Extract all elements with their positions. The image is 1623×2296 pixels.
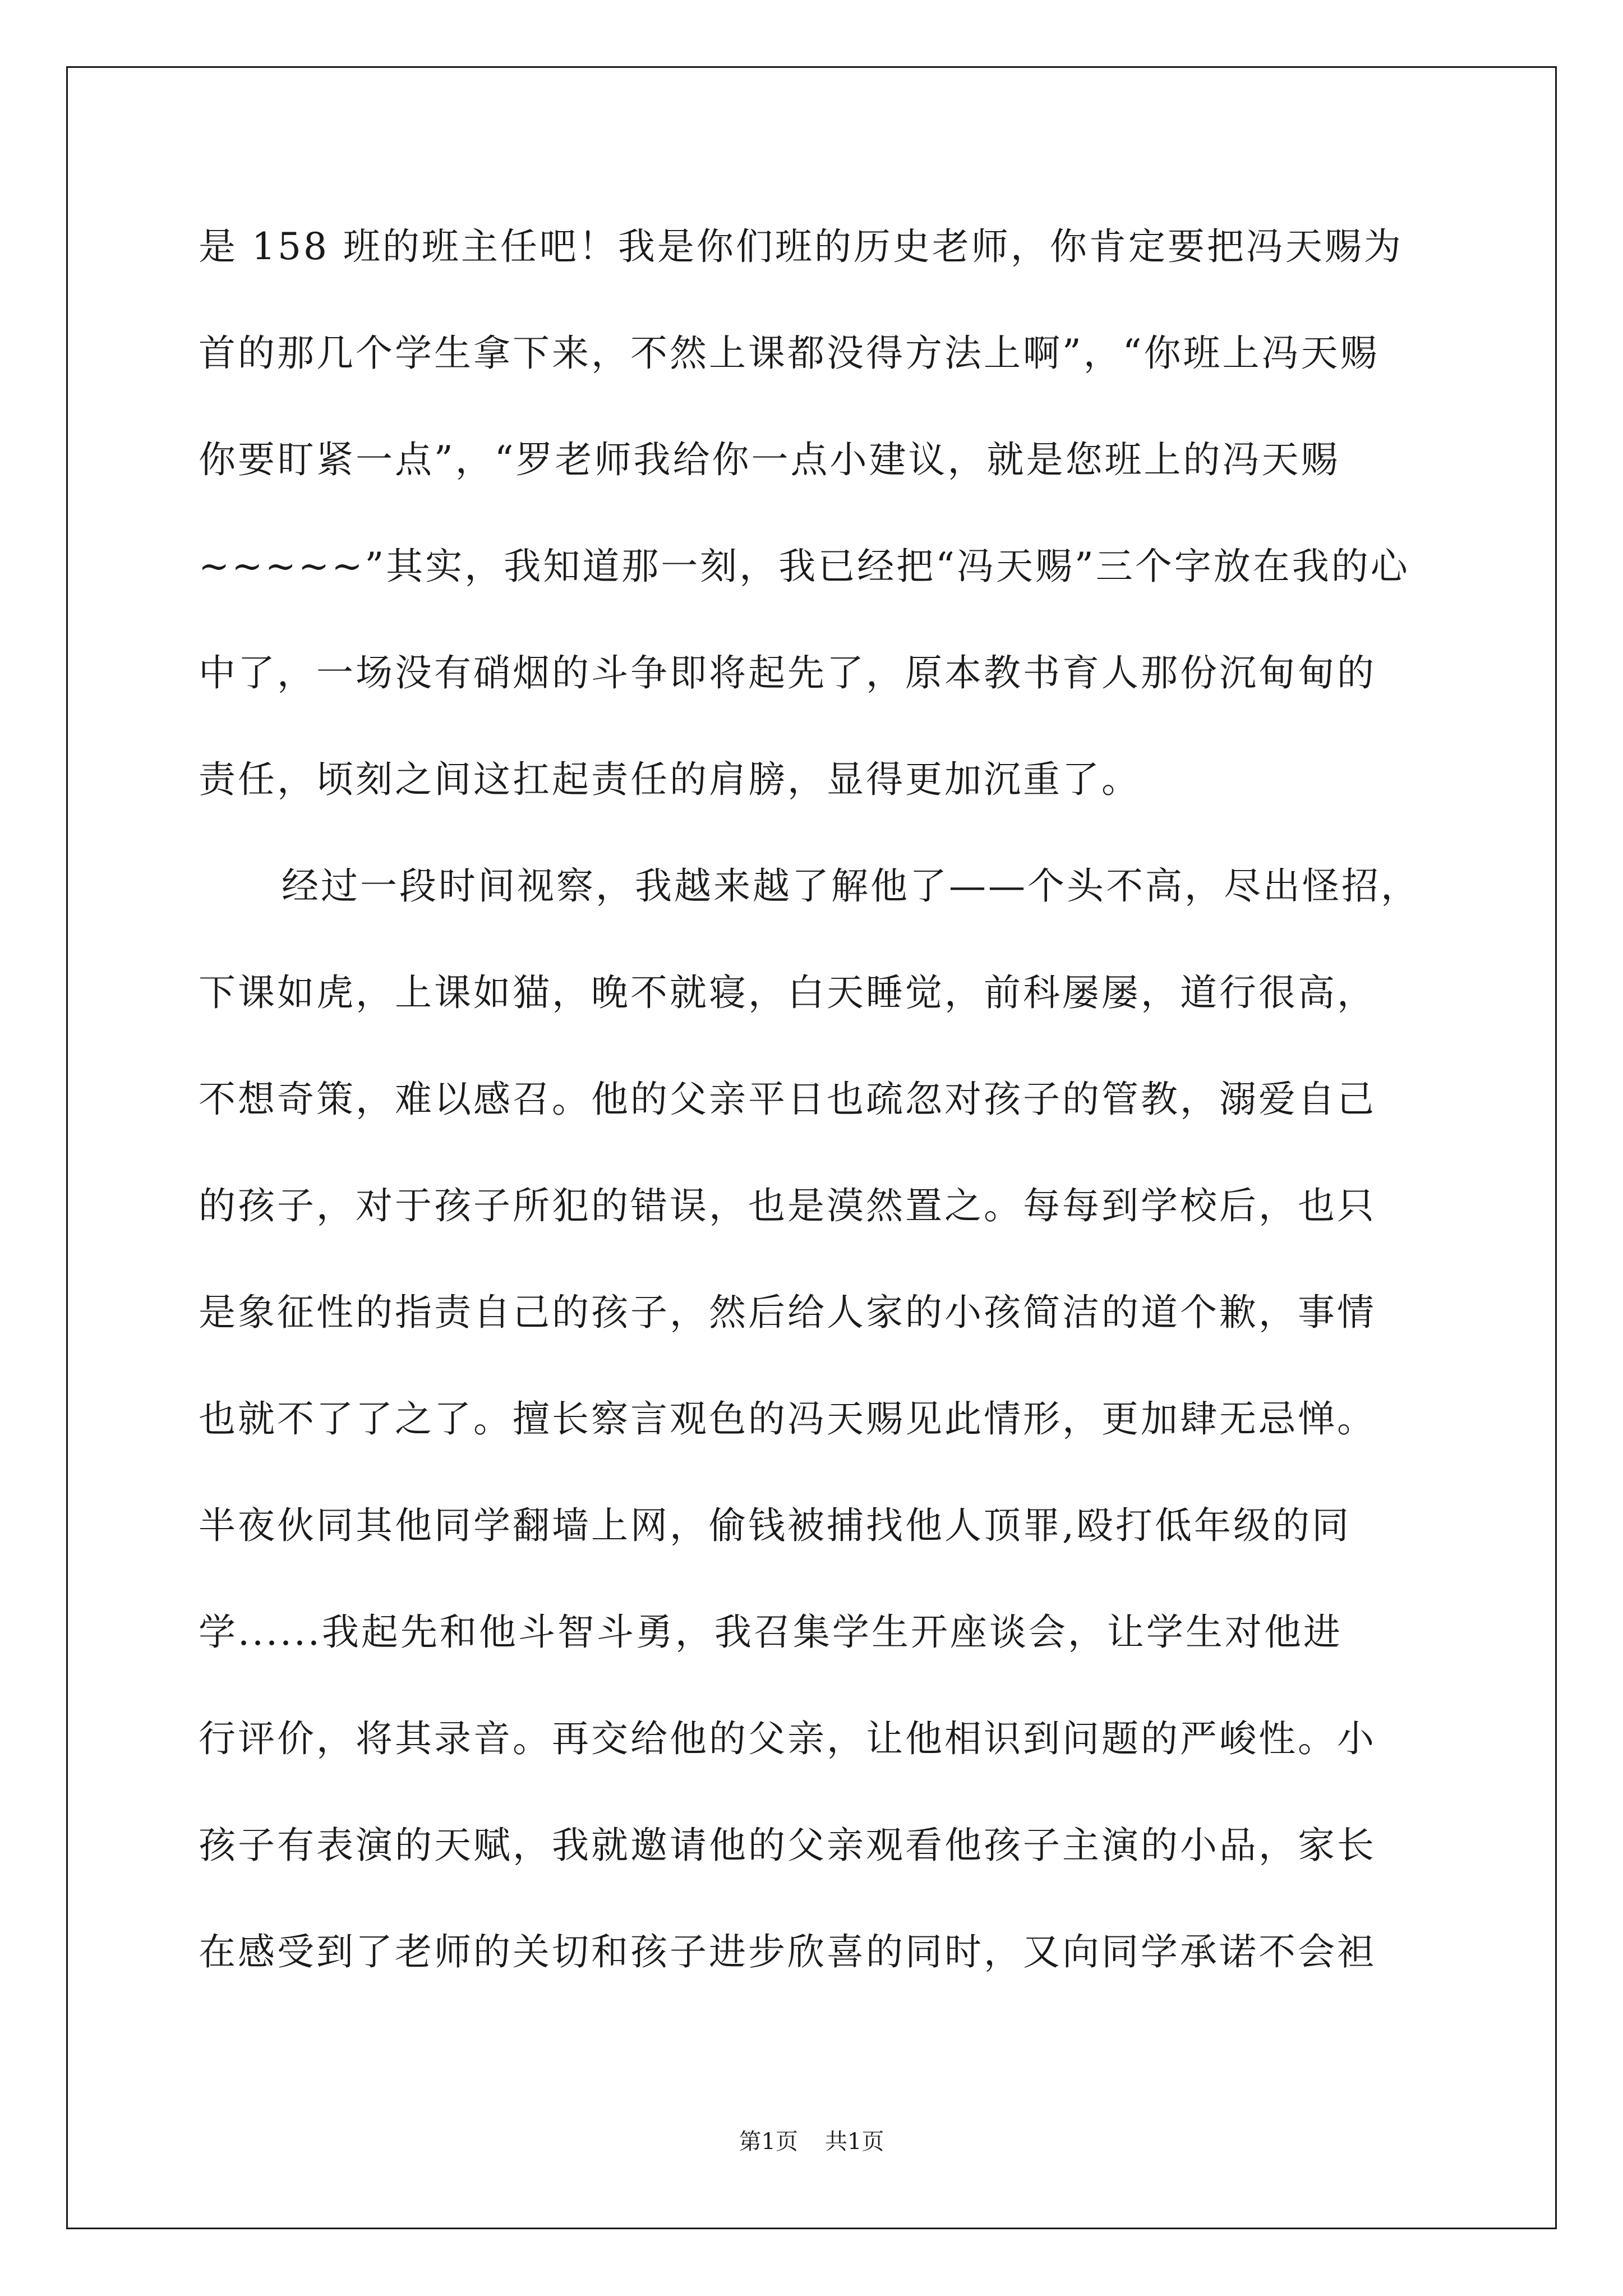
text-line: 行评价，将其录音。再交给他的父亲，让他相识到问题的严峻性。小 <box>199 1717 1376 1760</box>
text-line: 学......我起先和他斗智斗勇，我召集学生开座谈会，让学生对他进 <box>199 1611 1343 1654</box>
text-line: 你要盯紧一点”，“罗老师我给你一点小建议，就是您班上的冯天赐 <box>199 438 1340 481</box>
text-line: 责任，顷刻之间这扛起责任的肩膀，显得更加沉重了。 <box>199 758 1141 801</box>
text-line: 是象征性的指责自己的孩子，然后给人家的小孩简洁的道个歉，事情 <box>199 1291 1376 1334</box>
document-body <box>199 216 1432 2028</box>
text-line: 半夜伙同其他同学翻墙上网，偷钱被捕找他人顶罪,殴打低年级的同 <box>199 1504 1351 1547</box>
text-line: 也就不了了之了。擅长察言观色的冯天赐见此情形，更加肆无忌惮。 <box>199 1397 1376 1441</box>
text-line: ~~~~~”其实，我知道那一刻，我已经把“冯天赐”三个字放在我的心 <box>199 545 1410 588</box>
text-line: 首的那几个学生拿下来，不然上课都没得方法上啊”，“你班上冯天赐 <box>199 332 1380 375</box>
text-line: 不想奇策，难以感召。他的父亲平日也疏忽对孩子的管教，溺爱自己 <box>199 1078 1376 1121</box>
paragraph-first-line: 经过一段时间视察，我越来越了解他了——个头不高，尽出怪招， <box>282 864 1420 908</box>
text-line: 在感受到了老师的关切和孩子进步欣喜的同时，又向同学承诺不会袒 <box>199 1930 1376 1973</box>
text-line: 中了，一场没有硝烟的斗争即将起先了，原本教书育人那份沉甸甸的 <box>199 651 1376 694</box>
text-line: 是 158 班的班主任吧！我是你们班的历史老师，你肯定要把冯天赐为 <box>199 225 1403 268</box>
page-footer <box>0 2125 1623 2159</box>
page-number: 第1页 <box>739 2129 798 2155</box>
text-line: 下课如虎，上课如猫，晚不就寝，白天睡觉，前科屡屡，道行很高， <box>199 971 1376 1014</box>
text-line: 孩子有表演的天赋，我就邀请他的父亲观看他孩子主演的小品，家长 <box>199 1824 1376 1867</box>
page-total: 共1页 <box>825 2129 884 2155</box>
text-line: 的孩子，对于孩子所犯的错误，也是漠然置之。每每到学校后，也只 <box>199 1184 1376 1227</box>
